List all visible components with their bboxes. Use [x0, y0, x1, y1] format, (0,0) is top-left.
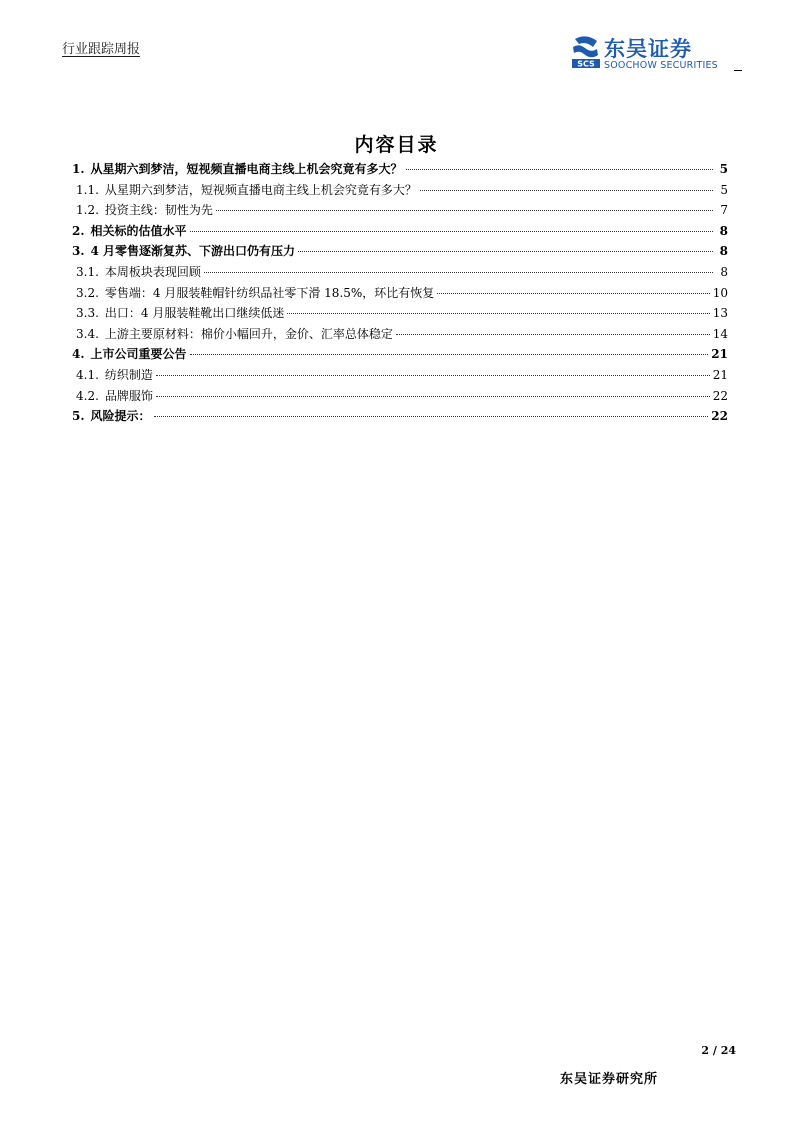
- report-type-label: 行业跟踪周报: [62, 42, 141, 57]
- toc-entry[interactable]: [72, 387, 728, 408]
- toc-entry[interactable]: [72, 242, 728, 263]
- svg-text:SCS: SCS: [577, 59, 595, 69]
- toc-dot-leader: [396, 334, 710, 335]
- company-logo: [571, 33, 741, 73]
- toc-dot-leader: [406, 169, 713, 170]
- toc-entry-number: 3.3.: [76, 306, 99, 321]
- toc-entry-title[interactable]: 零售端：4 月服装鞋帽针纺织品社零下滑 18.5%，环比有恢复: [104, 285, 435, 300]
- toc-entry-page[interactable]: 8: [719, 244, 728, 259]
- toc-dot-leader: [437, 293, 709, 294]
- logo-chinese-name: 东吴证券: [604, 37, 692, 61]
- toc-entry[interactable]: [72, 263, 728, 284]
- toc-entry-number: 4.2.: [76, 388, 99, 403]
- toc-entry-page[interactable]: 8: [720, 264, 728, 279]
- toc-entry-page[interactable]: 8: [719, 223, 728, 238]
- toc-dot-leader: [156, 375, 710, 376]
- toc-dot-leader: [154, 416, 709, 417]
- toc-entry-page[interactable]: 21: [712, 367, 728, 382]
- toc-dot-leader: [190, 354, 709, 355]
- toc-dot-leader: [298, 251, 713, 252]
- toc-entry-number: 4.: [72, 347, 85, 362]
- toc-entry-page[interactable]: 5: [719, 162, 728, 176]
- toc-entry[interactable]: [72, 345, 728, 366]
- toc-entry-number: 5.: [72, 409, 85, 424]
- toc-entry[interactable]: [72, 222, 728, 243]
- toc-entry[interactable]: [72, 284, 728, 305]
- toc-entry-title[interactable]: 纺织制造: [104, 367, 153, 382]
- toc-entry-page[interactable]: 21: [711, 347, 728, 362]
- toc-entry-page[interactable]: 5: [720, 182, 728, 197]
- toc-entry-title[interactable]: 4 月零售逐渐复苏、下游出口仍有压力: [90, 244, 296, 259]
- toc-entry-page[interactable]: 14: [712, 326, 728, 341]
- toc-entry[interactable]: [72, 407, 728, 428]
- toc-dot-leader: [420, 190, 713, 191]
- toc-entry[interactable]: [72, 304, 728, 325]
- header-rule: [734, 70, 742, 71]
- logo-english-name: SOOCHOW SECURITIES: [604, 60, 718, 71]
- toc-entry-number: 4.1.: [76, 367, 99, 382]
- toc-entry-title[interactable]: 出口：4 月服装鞋靴出口继续低迷: [104, 306, 285, 321]
- toc-entry-page[interactable]: 10: [712, 285, 728, 300]
- toc-entry[interactable]: [72, 160, 728, 181]
- toc-entry-number: 3.: [72, 244, 85, 259]
- toc-entry[interactable]: [72, 325, 728, 346]
- toc-entry-title[interactable]: 上市公司重要公告: [90, 347, 187, 362]
- toc-entry-page[interactable]: 22: [712, 388, 728, 403]
- toc-entry-page[interactable]: 7: [720, 203, 728, 218]
- scs-logo-icon: [571, 35, 601, 69]
- toc-entry[interactable]: [72, 366, 728, 387]
- toc-entry-page[interactable]: 22: [711, 409, 728, 424]
- toc-entry-title[interactable]: 从星期六到梦洁，短视频直播电商主线上机会究竟有多大？: [90, 162, 403, 176]
- toc-entry-number: 2.: [72, 223, 85, 238]
- toc-title: 内容目录: [354, 134, 439, 156]
- toc-entry-title[interactable]: 风险提示：: [90, 409, 151, 424]
- toc-entry-number: 3.2.: [76, 285, 99, 300]
- toc-entry-number: 1.: [72, 162, 85, 176]
- toc-dot-leader: [287, 313, 709, 314]
- page-number: 2 / 24: [701, 1044, 736, 1057]
- table-of-contents: [72, 160, 728, 428]
- toc-entry-number: 3.4.: [76, 326, 99, 341]
- toc-entry-title[interactable]: 品牌服饰: [104, 388, 153, 403]
- toc-entry[interactable]: [72, 181, 728, 202]
- toc-entry-title[interactable]: 上游主要原材料：棉价小幅回升，金价、汇率总体稳定: [104, 326, 393, 341]
- toc-entry[interactable]: [72, 201, 728, 222]
- toc-dot-leader: [216, 210, 713, 211]
- institute-name: 东吴证券研究所: [560, 1072, 659, 1087]
- toc-entry-title[interactable]: 相关标的估值水平: [90, 223, 187, 238]
- toc-entry-title[interactable]: 投资主线：韧性为先: [104, 203, 213, 218]
- toc-entry-number: 1.1.: [76, 182, 99, 197]
- toc-dot-leader: [156, 396, 710, 397]
- toc-entry-number: 3.1.: [76, 264, 99, 279]
- toc-entry-page[interactable]: 13: [712, 306, 728, 321]
- toc-entry-number: 1.2.: [76, 203, 99, 218]
- toc-dot-leader: [204, 272, 713, 273]
- toc-entry-title[interactable]: 从星期六到梦洁，短视频直播电商主线上机会究竟有多大？: [104, 182, 417, 197]
- toc-dot-leader: [190, 231, 713, 232]
- toc-entry-title[interactable]: 本周板块表现回顾: [104, 264, 201, 279]
